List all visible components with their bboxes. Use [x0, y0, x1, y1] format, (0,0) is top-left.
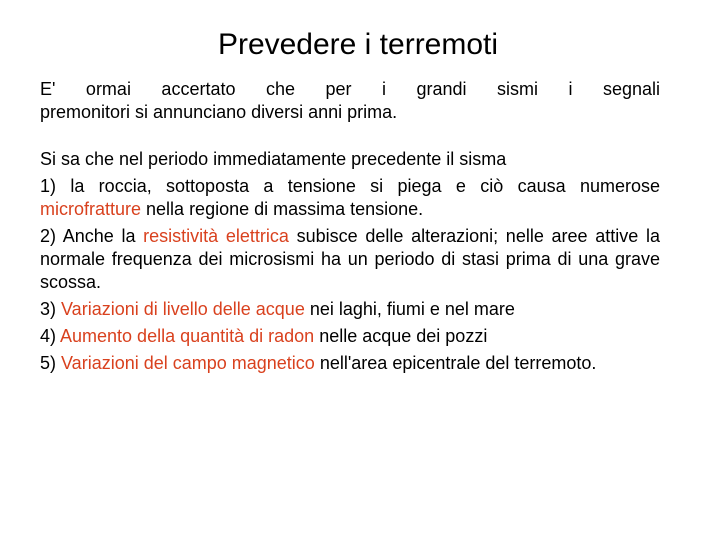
list-item-3	[40, 298, 660, 321]
list-item-1-suffix: nella regione di massima tensione.	[141, 199, 424, 219]
list-item-2-prefix: 2) Anche la	[40, 226, 144, 246]
intro-line-2: premonitori si annunciano diversi anni prima.	[40, 102, 398, 122]
list-item-3-highlight: Variazioni di livello delle acque	[61, 299, 305, 319]
list-lead: Si sa che nel periodo immediatamente precedente il sisma	[40, 149, 507, 169]
list-item-2	[40, 225, 660, 294]
list-item-1	[40, 175, 660, 221]
slide-title: Prevedere i terremoti	[217, 28, 499, 61]
list-item-5	[40, 352, 660, 375]
list-item-5-prefix: 5)	[40, 353, 62, 373]
list-item-5-highlight: Variazioni del campo magnetico	[61, 353, 315, 373]
list-item-4-prefix: 4)	[40, 326, 61, 346]
list-item-2-suffix: subisce delle alterazioni; nelle aree attive la normale frequenza dei microsismi ha un periodo di stasi prima di una grave scossa.	[40, 226, 660, 292]
list-item-4-suffix: nelle acque dei pozzi	[314, 326, 488, 346]
list-item-3-prefix: 3)	[40, 299, 62, 319]
list-item-3-suffix: nei laghi, fiumi e nel mare	[304, 299, 515, 319]
intro-paragraph	[40, 78, 660, 124]
slide-body	[40, 78, 660, 375]
list-item-4-highlight: Aumento della quantità di radon	[60, 326, 315, 346]
list-paragraph	[40, 148, 660, 375]
list-item-5-suffix: nell'area epicentrale del terremoto.	[314, 353, 597, 373]
list-item-4	[40, 325, 660, 348]
list-item-2-highlight: resistività elettrica	[143, 226, 289, 246]
intro-line-1: E' ormai accertato che per i grandi sismi i segnali	[40, 79, 660, 99]
list-item-1-prefix: 1) la roccia, sottoposta a tensione si piega e ciò causa numerose	[40, 176, 660, 196]
list-item-1-highlight: microfratture	[40, 199, 142, 219]
